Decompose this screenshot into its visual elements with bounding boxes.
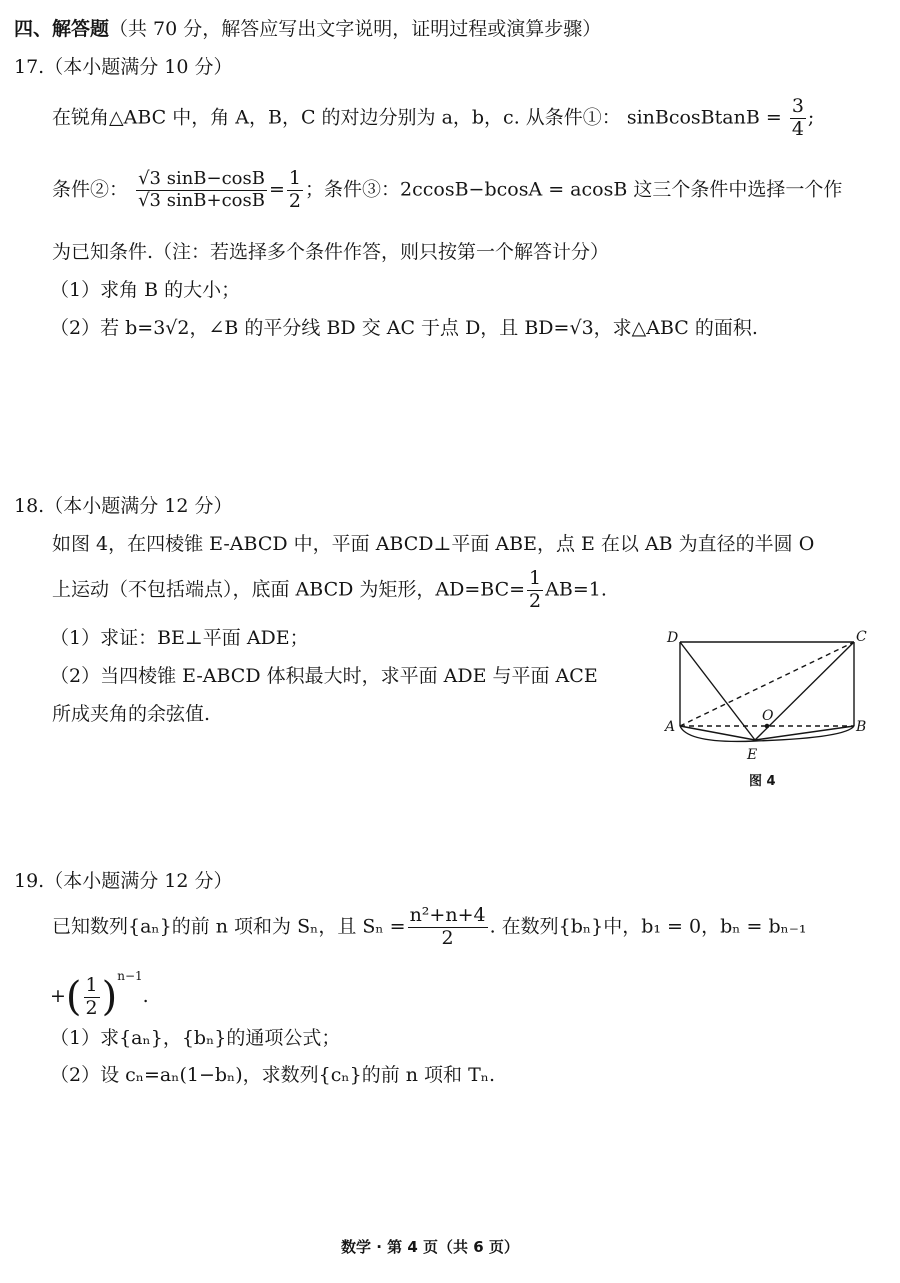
- q18-line2-den: 2: [529, 589, 542, 612]
- q19-line2-plus: +: [50, 985, 66, 1007]
- q17-cond2-rnum: 1: [288, 167, 302, 189]
- q19-header: 19.（本小题满分 12 分）: [14, 870, 233, 892]
- q19-line2-exp: n−1: [117, 969, 143, 983]
- q19-line2-fraction: [84, 975, 100, 1020]
- q17-cond3-text: ；条件③：2ccosB−bcosA = acosB 这三个条件中选择一个作: [305, 178, 843, 201]
- q18-part2b: 所成夹角的余弦值.: [52, 703, 211, 725]
- figure-4-diagram: [656, 620, 886, 795]
- q17-cond2-den: √3 sinB+cosB: [138, 189, 265, 211]
- section-header: [14, 20, 601, 39]
- q18-line2: [52, 568, 607, 613]
- q17-line1-text: 在锐角△ABC 中，角 A，B，C 的对边分别为 a，b，c. 从条件①：: [52, 106, 621, 129]
- q18-line2-pre: 上运动（不包括端点），底面 ABCD 为矩形，AD=BC=: [52, 578, 526, 601]
- q19-line1-den: 2: [441, 926, 454, 949]
- q17-header: 17.（本小题满分 10 分）: [14, 56, 233, 78]
- q17-part1: （1）求角 B 的大小；: [50, 279, 241, 301]
- q19-line2-den: 2: [85, 996, 98, 1019]
- edge-AE: [680, 726, 755, 740]
- q17-cond2-fraction: [136, 169, 267, 211]
- q17-line3: 为已知条件.（注：若选择多个条件作答，则只按第一个解答计分）: [52, 241, 610, 263]
- point-O: [765, 724, 770, 729]
- figure-caption: 图 4: [749, 774, 776, 789]
- q17-cond2-label: 条件②：: [52, 178, 129, 201]
- q18-line1: 如图 4，在四棱锥 E-ABCD 中，平面 ABCD⊥平面 ABE，点 E 在以 AB 为直径的半圆 O: [52, 533, 815, 555]
- q19-line1-num: n²+n+4: [409, 904, 486, 926]
- q19-line2-end: .: [142, 985, 149, 1007]
- q19-part2: （2）设 cₙ=aₙ(1−bₙ)，求数列{cₙ}的前 n 项和 Tₙ.: [50, 1064, 495, 1086]
- q18-line2-num: 1: [529, 567, 542, 589]
- edge-CE: [755, 642, 854, 740]
- q19-line1-b: . 在数列{bₙ}中，b₁ = 0，bₙ = bₙ₋₁: [489, 915, 807, 938]
- q18-header: 18.（本小题满分 12 分）: [14, 495, 233, 517]
- q17-cond1-fraction: [790, 96, 806, 141]
- label-A: A: [665, 719, 676, 735]
- q18-part2a: （2）当四棱锥 E-ABCD 体积最大时，求平面 ADE 与平面 ACE: [50, 665, 598, 687]
- label-O: O: [762, 708, 774, 724]
- q18-line2-fraction: [527, 568, 543, 613]
- q17-cond2-rden: 2: [288, 189, 302, 212]
- q18-part1: （1）求证：BE⊥平面 ADE；: [50, 627, 309, 649]
- label-D: D: [667, 630, 679, 646]
- q17-line2: [52, 168, 842, 213]
- edge-DE: [680, 642, 755, 740]
- q19-line1-a: 已知数列{aₙ}的前 n 项和为 Sₙ，且 Sₙ =: [52, 915, 406, 938]
- q18-line2-post: AB=1.: [545, 578, 607, 601]
- label-B: B: [856, 719, 867, 735]
- q19-line2-num: 1: [85, 973, 98, 996]
- q17-cond1-num: 3: [791, 95, 804, 117]
- q17-line1: [52, 96, 814, 141]
- q19-line1: [52, 905, 807, 950]
- q19-part1: （1）求{aₙ}，{bₙ}的通项公式；: [50, 1027, 341, 1049]
- q17-part2: （2）若 b=3√2，∠B 的平分线 BD 交 AC 于点 D，且 BD=√3，求△ABC 的面积.: [50, 317, 758, 339]
- q17-cond1-den: 4: [791, 117, 804, 140]
- q17-cond2-eq: =: [269, 178, 285, 201]
- section-title: 四、解答题: [14, 18, 110, 40]
- q17-cond2-rhs-fraction: [287, 168, 303, 213]
- section-note: （共 70 分，解答应写出文字说明，证明过程或演算步骤）: [109, 18, 602, 40]
- q17-cond2-num: √3 sinB−cosB: [138, 168, 265, 190]
- q19-line1-fraction: [408, 905, 488, 950]
- q19-line2: +( $\frac{1}{2}$ )$^{n-1}$.: [50, 969, 149, 1020]
- q17-cond1-end: ;: [807, 106, 815, 129]
- page-footer: 数学 · 第 4 页（共 6 页）: [341, 1238, 519, 1256]
- label-E: E: [747, 747, 758, 763]
- label-C: C: [856, 629, 867, 645]
- q17-cond1-lhs: sinBcosBtanB =: [626, 106, 782, 129]
